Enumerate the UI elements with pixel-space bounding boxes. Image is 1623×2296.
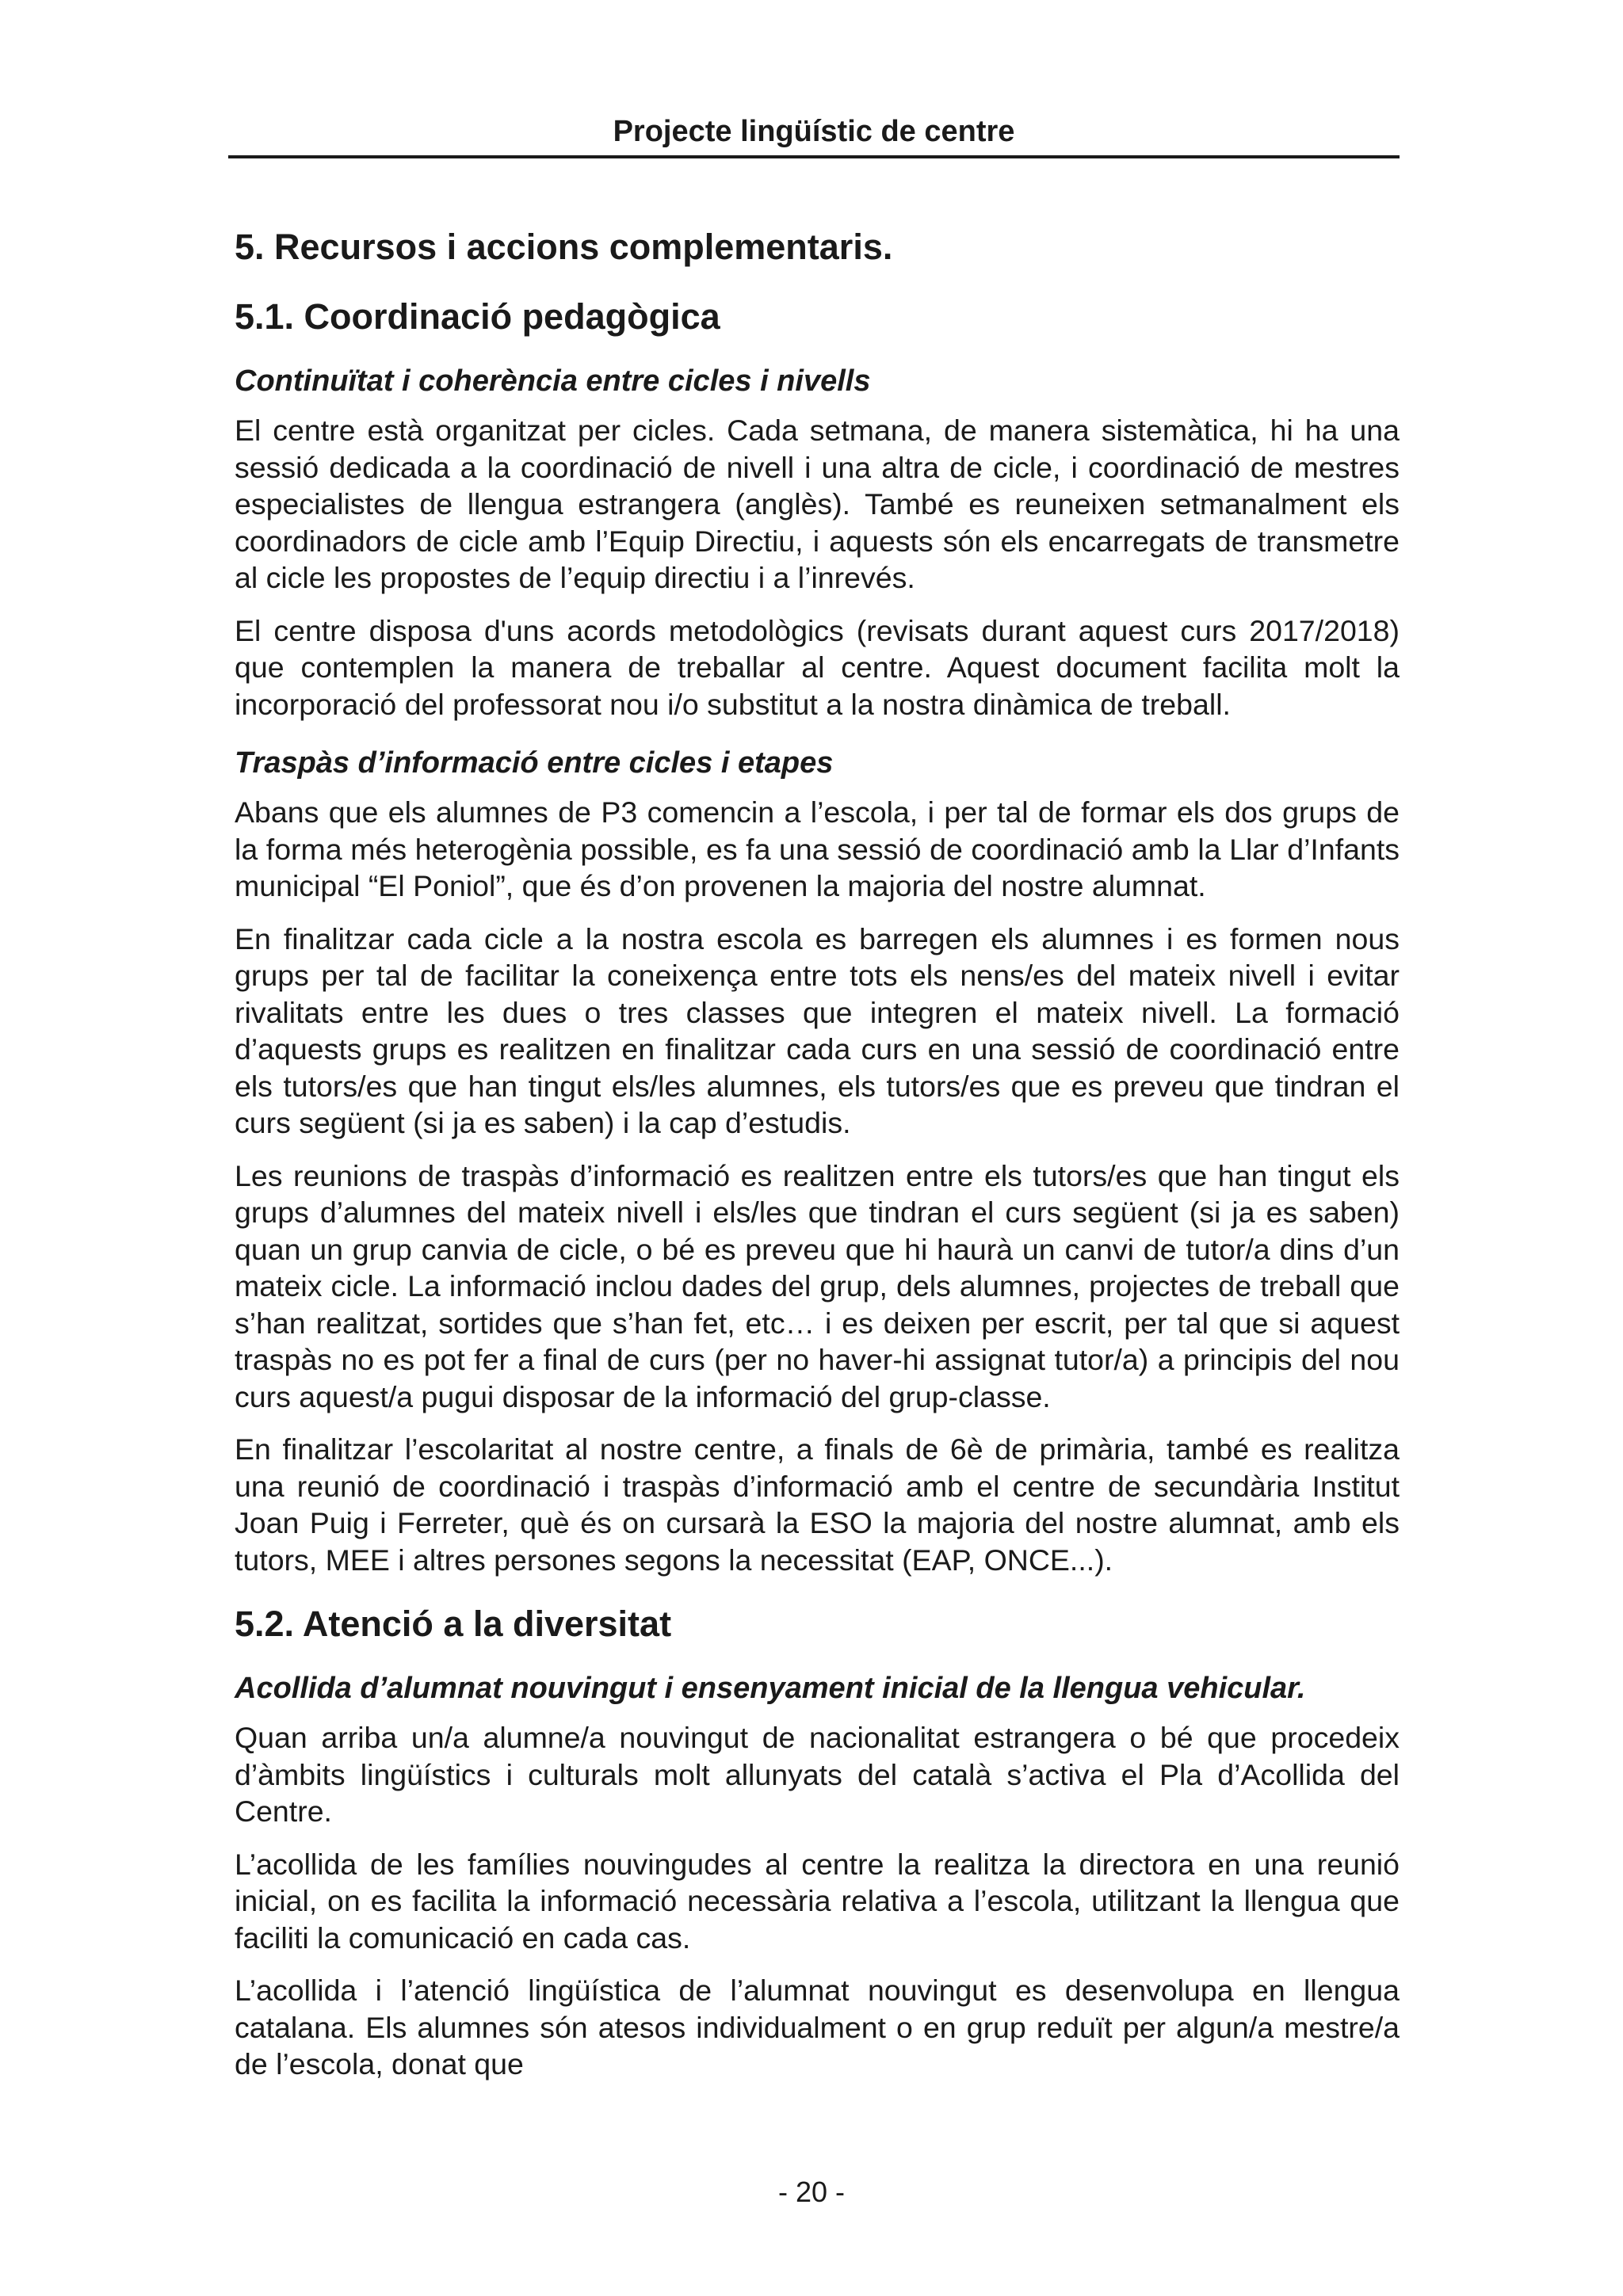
paragraph: L’acollida i l’atenció lingüística de l’alumnat nouvingut es desenvolupa en llengua catalana. Els alumnes són atesos individualment o en grup reduït per algun/a mestre/a de l’escola, donat que [235, 1974, 1400, 2081]
paragraph: El centre disposa d'uns acords metodològics (revisats durant aquest curs 2017/2018) que contemplen la manera de treballar al centre. Aquest document facilita molt la incorporació del professorat nou i/o substitut a la nostra dinàmica de treball. [235, 613, 1400, 721]
paragraph: En finalitzar cada cicle a la nostra escola es barregen els alumnes i es formen nous grups per tal de facilitar la coneixença entre tots els nens/es del mateix nivell i evitar rivalitats entre les dues o tres classes que integren el mateix nivell. La formació d’aquests grups es realitzen en finalitzar cada curs en una sessió de coordinació entre els tutors/es que han tingut els/les alumnes, els tutors/es que es preveu que tindran el curs següent (si ja es saben) i la cap d’estudis. [235, 921, 1400, 1139]
subheading-acollida: Acollida d’alumnat nouvingut i ensenyament inicial de la llengua vehicular. [235, 1672, 1306, 1705]
paragraph: L’acollida de les famílies nouvingudes al centre la realitza la directora en una reunió inicial, on es facilita la informació necessària relativa a l’escola, utilitzant la llengua que faciliti la comunicació en cada cas. [235, 1847, 1400, 1955]
section-5-2-title: 5.2. Atenció a la diversitat [235, 1604, 672, 1644]
paragraph: Quan arriba un/a alumne/a nouvingut de nacionalitat estrangera o bé que procedeix d’àmbits lingüístics i culturals molt allunyats del català s’activa el Pla d’Acollida del Centre. [235, 1721, 1400, 1828]
paragraph: El centre està organitzat per cicles. Cada setmana, de manera sistemàtica, hi ha una sessió dedicada a la coordinació de nivell i una altra de cicle, i coordinació de mestres especialistes de llengua estrangera (anglès). També es reuneixen setmanalment els coordinadors de cicle amb l’Equip Directiu, i aquests són els encarregats de transmetre al cicle les propostes de l’equip directiu i a l’inrevés. [235, 414, 1400, 594]
section-5-1-title: 5.1. Coordinació pedagògica [235, 296, 720, 337]
header-rule [228, 155, 1400, 158]
paragraph: En finalitzar l’escolaritat al nostre centre, a finals de 6è de primària, també es realitza una reunió de coordinació i traspàs d’informació amb el centre de secundària Institut Joan Puig i Ferreter, què és on cursarà la ESO la majoria del nostre alumnat, amb els tutors, MEE i altres persones segons la necessitat (EAP, ONCE...). [235, 1432, 1400, 1577]
paragraph: Abans que els alumnes de P3 comencin a l’escola, i per tal de formar els dos grups de la forma més heterogènia possible, es fa una sessió de coordinació amb la Llar d’Infants municipal “El Poniol”, que és d’on provenen la majoria del nostre alumnat. [235, 795, 1400, 902]
subheading-traspas: Traspàs d’informació entre cicles i etapes [235, 746, 834, 780]
page-number: - 20 - [777, 2176, 846, 2208]
section-5-title: 5. Recursos i accions complementaris. [235, 227, 893, 267]
paragraph: Les reunions de traspàs d’informació es realitzen entre els tutors/es que han tingut els grups d’alumnes del mateix nivell i els/les que tindran el curs següent (si ja es saben) quan un grup canvia de cicle, o bé es preveu que hi haurà un canvi de tutor/a dins d’un mateix cicle. La informació inclou dades del grup, dels alumnes, projectes de treball que s’han realitzat, sortides que s’han fet, etc… i es deixen per escrit, per tal que si aquest traspàs no es pot fer a final de curs (per no haver-hi assignat tutor/a) a principis del nou curs aquest/a pugui disposar de la informació del grup-classe. [235, 1158, 1400, 1413]
page-content [235, 223, 1400, 2083]
running-header: Projecte lingüístic de centre [613, 115, 1015, 148]
subheading-continuitat: Continuïtat i coherència entre cicles i nivells [235, 364, 871, 398]
